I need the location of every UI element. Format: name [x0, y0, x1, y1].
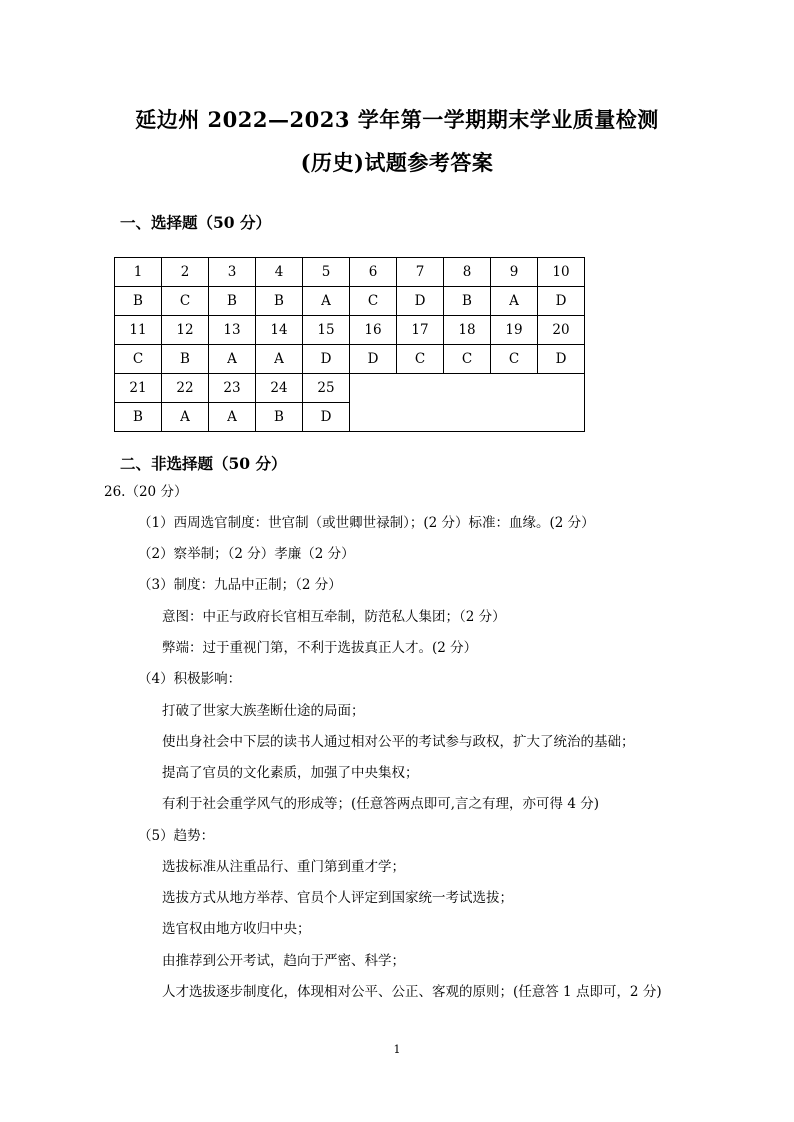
answer-line: 选拔方式从地方举荐、官员个人评定到国家统一考试选拔；: [162, 890, 513, 906]
answer-line: （3）制度：九品中正制；（2 分）: [138, 577, 342, 593]
answer-line: 有利于社会重学风气的形成等；(任意答两点即可,言之有理，亦可得 4 分): [162, 796, 599, 812]
table-cell: D: [350, 345, 397, 374]
table-cell: B: [115, 403, 162, 432]
table-cell: 17: [397, 316, 444, 345]
table-cell: B: [115, 287, 162, 316]
table-cell: A: [491, 287, 538, 316]
table-cell: C: [444, 345, 491, 374]
answer-line: 打破了世家大族垄断仕途的局面；: [162, 703, 365, 719]
table-row: [115, 374, 585, 403]
answer-line: 由推荐到公开考试，趋向于严密、科学；: [162, 953, 405, 969]
table-cell: 1: [115, 258, 162, 287]
table-cell: 19: [491, 316, 538, 345]
table-cell: 4: [256, 258, 303, 287]
table-cell: 18: [444, 316, 491, 345]
answer-line: 使出身社会中下层的读书人通过相对公平的考试参与政权，扩大了统治的基础；: [162, 734, 635, 750]
table-cell: B: [256, 287, 303, 316]
table-cell: A: [303, 287, 350, 316]
blank-cell: [350, 374, 585, 432]
answer-line: （1）西周选官制度：世官制（或世卿世禄制）；(2 分）标准：血缘。(2 分）: [138, 515, 595, 531]
table-cell: 13: [209, 316, 256, 345]
answer-line: 弊端：过于重视门第，不利于选拔真正人才。(2 分）: [162, 640, 478, 656]
table-row: [115, 345, 585, 374]
table-cell: 9: [491, 258, 538, 287]
answer-line: （4）积极影响：: [138, 671, 242, 687]
table-cell: 15: [303, 316, 350, 345]
question-26-header: 26.（20 分）: [104, 484, 188, 500]
table-cell: 23: [209, 374, 256, 403]
table-cell: D: [397, 287, 444, 316]
table-cell: 11: [115, 316, 162, 345]
answer-line: （2）察举制；（2 分）孝廉（2 分）: [138, 546, 355, 562]
table-cell: 16: [350, 316, 397, 345]
table-cell: D: [538, 345, 585, 374]
section-heading-choice: 一、选择题（50 分）: [120, 213, 271, 232]
answer-table: [114, 257, 585, 432]
table-cell: 21: [115, 374, 162, 403]
table-row: [115, 316, 585, 345]
table-cell: A: [256, 345, 303, 374]
table-cell: C: [115, 345, 162, 374]
table-cell: A: [162, 403, 209, 432]
answer-line: （5）趋势：: [138, 828, 215, 844]
table-cell: A: [209, 403, 256, 432]
table-cell: 20: [538, 316, 585, 345]
table-cell: 14: [256, 316, 303, 345]
section-heading-nonchoice: 二、非选择题（50 分）: [120, 454, 287, 473]
answer-line: 意图：中正与政府长官相互牵制，防范私人集团；（2 分）: [162, 609, 506, 625]
table-cell: A: [209, 345, 256, 374]
table-cell: 25: [303, 374, 350, 403]
table-cell: C: [162, 287, 209, 316]
table-cell: B: [209, 287, 256, 316]
table-cell: 2: [162, 258, 209, 287]
table-cell: B: [444, 287, 491, 316]
table-cell: C: [350, 287, 397, 316]
table-cell: 24: [256, 374, 303, 403]
table-cell: B: [256, 403, 303, 432]
table-cell: 7: [397, 258, 444, 287]
table-row: [115, 258, 585, 287]
page-title: 延边州 2022—2023 学年第一学期期末学业质量检测: [135, 107, 659, 132]
table-cell: 5: [303, 258, 350, 287]
table-row: [115, 287, 585, 316]
table-cell: D: [303, 403, 350, 432]
answer-line: 人才选拔逐步制度化，体现相对公平、公正、客观的原则；(任意答 1 点即可，2 分): [162, 984, 662, 1000]
page-subtitle: (历史)试题参考答案: [300, 150, 494, 175]
table-cell: 10: [538, 258, 585, 287]
answer-line: 选官权由地方收归中央；: [162, 921, 311, 937]
table-cell: B: [162, 345, 209, 374]
table-cell: C: [397, 345, 444, 374]
table-cell: 8: [444, 258, 491, 287]
answer-line: 选拔标准从注重品行、重门第到重才学；: [162, 859, 405, 875]
table-cell: 12: [162, 316, 209, 345]
page-number: 1: [393, 1043, 401, 1056]
table-cell: D: [303, 345, 350, 374]
table-cell: D: [538, 287, 585, 316]
table-cell: 22: [162, 374, 209, 403]
table-cell: 3: [209, 258, 256, 287]
answer-line: 提高了官员的文化素质，加强了中央集权；: [162, 765, 419, 781]
table-cell: 6: [350, 258, 397, 287]
table-cell: C: [491, 345, 538, 374]
